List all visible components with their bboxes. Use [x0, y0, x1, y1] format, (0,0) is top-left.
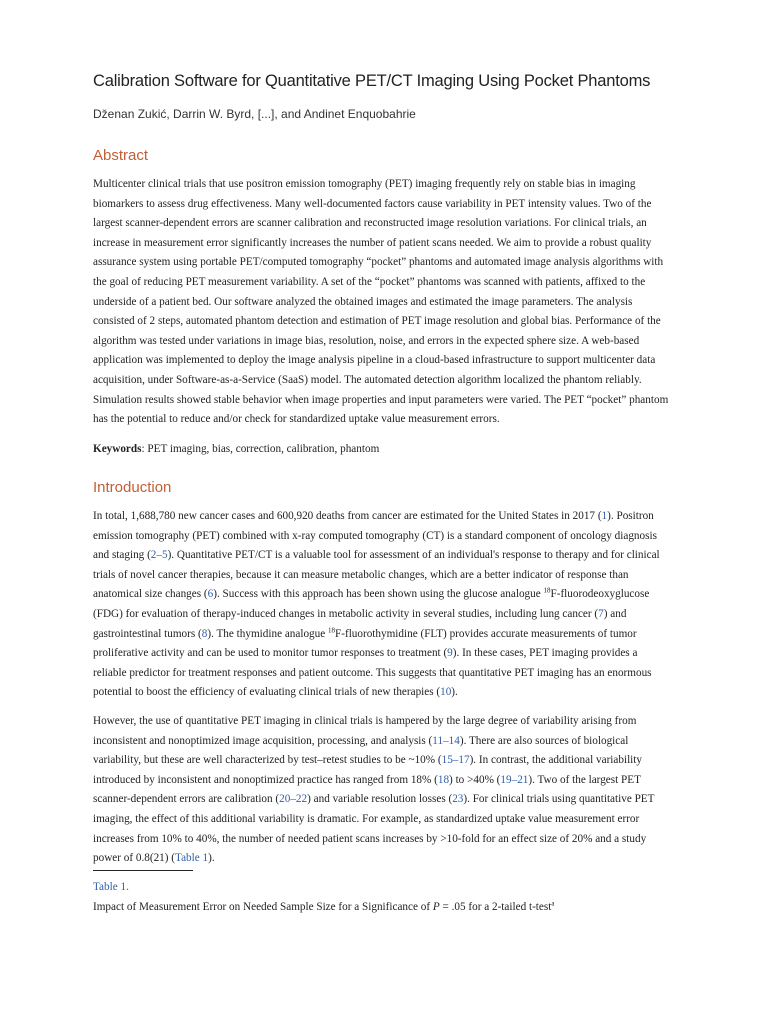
- text-run: ). The thymidine analogue: [207, 627, 329, 640]
- keywords-label: Keywords: [93, 443, 142, 455]
- keywords: [93, 440, 673, 460]
- footnote-marker: a: [551, 899, 555, 908]
- introduction-heading: Introduction: [93, 479, 172, 496]
- text-run: ). For clinical trials using quantitative PET imaging, the effect of this additional variability is dramatic. For example, as standardized uptake value measurement error increases from 10% to 40%, the number of needed patient scans increases by >10-fold for an effect size of 20% and a study power of 0.8(21) (: [93, 793, 655, 865]
- text-run: Impact of Measurement Error on Needed Sample Size for a Significance of: [93, 901, 433, 913]
- text-run: = .05 for a 2-tailed t-test: [439, 901, 552, 913]
- abstract-text: Multicenter clinical trials that use positron emission tomography (PET) imaging frequently rely on stable bias in imaging biomarkers to assess drug effectiveness. Many well-documented factors cause variability in PET intensity values. Two of the largest scanner-dependent errors are scanner calibration and reconstructed image resolution variations. For clinical trials, an increase in measurement error significantly increases the number of patient scans needed. We aim to provide a robust quality assurance system using portable PET/computed tomography “pocket” phantoms and automated image analysis algorithms with the goal of reducing PET measurement variability. A set of the “pocket” phantoms was scanned with patients, affixed to the underside of a patient bed. Our software analyzed the obtained images and estimated the image parameters. The analysis consisted of 2 steps, automated phantom detection and estimation of PET image resolution and global bias. Performance of the algorithm was tested under variations in image bias, resolution, noise, and errors in the expected sphere size. A web-based application was implemented to deploy the image analysis pipeline in a cloud-based infrastructure to support multicenter data acquisition, under Software-as-a-Service (SaaS) model. The automated detection algorithm localized the phantom reliably. Simulation results showed stable behavior when image properties and input parameters were varied. The PET “pocket” phantom has the potential to reduce and/or check for standardized uptake value measurement errors.: [93, 178, 669, 426]
- ref-link[interactable]: 2–5: [150, 549, 168, 562]
- keywords-text: : PET imaging, bias, correction, calibration, phantom: [141, 443, 380, 455]
- text-run: However, the use of quantitative PET imaging in clinical trials is hampered by the large degree of variability arising from inconsistent and nonoptimized image acquisition, processing, and analysis (: [93, 715, 637, 747]
- ref-link[interactable]: 8: [201, 627, 208, 640]
- table-label[interactable]: Table 1.: [93, 881, 129, 893]
- text-run: ). Quantitative PET/CT is a valuable tool for assessment of an individual's response to therapy and for clinical trials of novel cancer therapies, because it can measure metabolic changes, which are a better indicator of response than anatomical size changes (: [93, 549, 660, 601]
- ref-link[interactable]: 19–21: [500, 773, 529, 786]
- abstract-heading: Abstract: [93, 147, 149, 164]
- text-run: ).: [208, 852, 215, 865]
- ref-link[interactable]: 9: [447, 647, 453, 660]
- table-caption: [93, 901, 673, 913]
- ref-link[interactable]: 23: [452, 793, 464, 806]
- text-run: ). There are also sources of biological variability, but these are well characterized by test–retest studies to be ~10% (: [93, 734, 629, 767]
- italic-p: P: [432, 901, 440, 913]
- ref-link[interactable]: 6: [207, 588, 214, 601]
- section-divider: [93, 870, 193, 871]
- ref-link[interactable]: 15–17: [441, 754, 470, 767]
- text-run: ) to >40% (: [449, 773, 501, 786]
- table-link[interactable]: Table 1: [175, 852, 209, 865]
- ref-link[interactable]: 7: [598, 607, 604, 620]
- ref-link[interactable]: 20–22: [279, 793, 308, 806]
- text-run: In total, 1,688,780 new cancer cases and 600,920 deaths from cancer are estimated for the United States in 2017 (: [93, 510, 602, 522]
- article-title: Calibration Software for Quantitative PET/CT Imaging Using Pocket Phantoms: [93, 72, 651, 90]
- text-run: ) and gastrointestinal tumors (: [93, 607, 627, 640]
- superscript: 18: [543, 586, 551, 595]
- intro-paragraph-2: [93, 712, 673, 869]
- author-list: Dženan Zukić, Darrin W. Byrd, [...], and Andinet Enquobahrie: [93, 107, 416, 121]
- text-run: ).: [451, 686, 458, 699]
- text-run: ). Two of the largest PET scanner-dependent errors are calibration (: [93, 773, 641, 806]
- ref-link[interactable]: 18: [437, 773, 450, 786]
- ref-link[interactable]: 1: [601, 510, 608, 522]
- superscript: 18: [328, 625, 336, 634]
- text-run: ). Success with this approach has been shown using the glucose analogue: [213, 588, 544, 601]
- text-run: ). In contrast, the additional variability introduced by inconsistent and nonoptimized practice has ranged from 18% (: [93, 754, 642, 786]
- intro-paragraph-1: [93, 507, 673, 703]
- ref-link[interactable]: 10: [440, 686, 452, 699]
- text-run: F-fluorodeoxyglucose (FDG) for evaluation of therapy-induced changes in metabolic activity in several studies, including lung cancer (: [93, 588, 650, 620]
- text-run: F-fluorothymidine (FLT) provides accurate measurements of tumor proliferative activity and can be used to monitor tumor responses to treatment (: [93, 627, 637, 660]
- text-run: ) and variable resolution losses (: [307, 793, 453, 806]
- ref-link[interactable]: 11–14: [432, 734, 460, 747]
- text-run: ). Positron emission tomography (PET) combined with x-ray computed tomography (CT) is a standard component of oncology diagnosis and staging (: [93, 510, 657, 562]
- text-run: ). In these cases, PET imaging provides a reliable predictor for treatment responses and patient outcome. This suggests that quantitative PET imaging has an enormous potential to boost the efficiency of evaluating clinical trials of new therapies (: [93, 647, 652, 699]
